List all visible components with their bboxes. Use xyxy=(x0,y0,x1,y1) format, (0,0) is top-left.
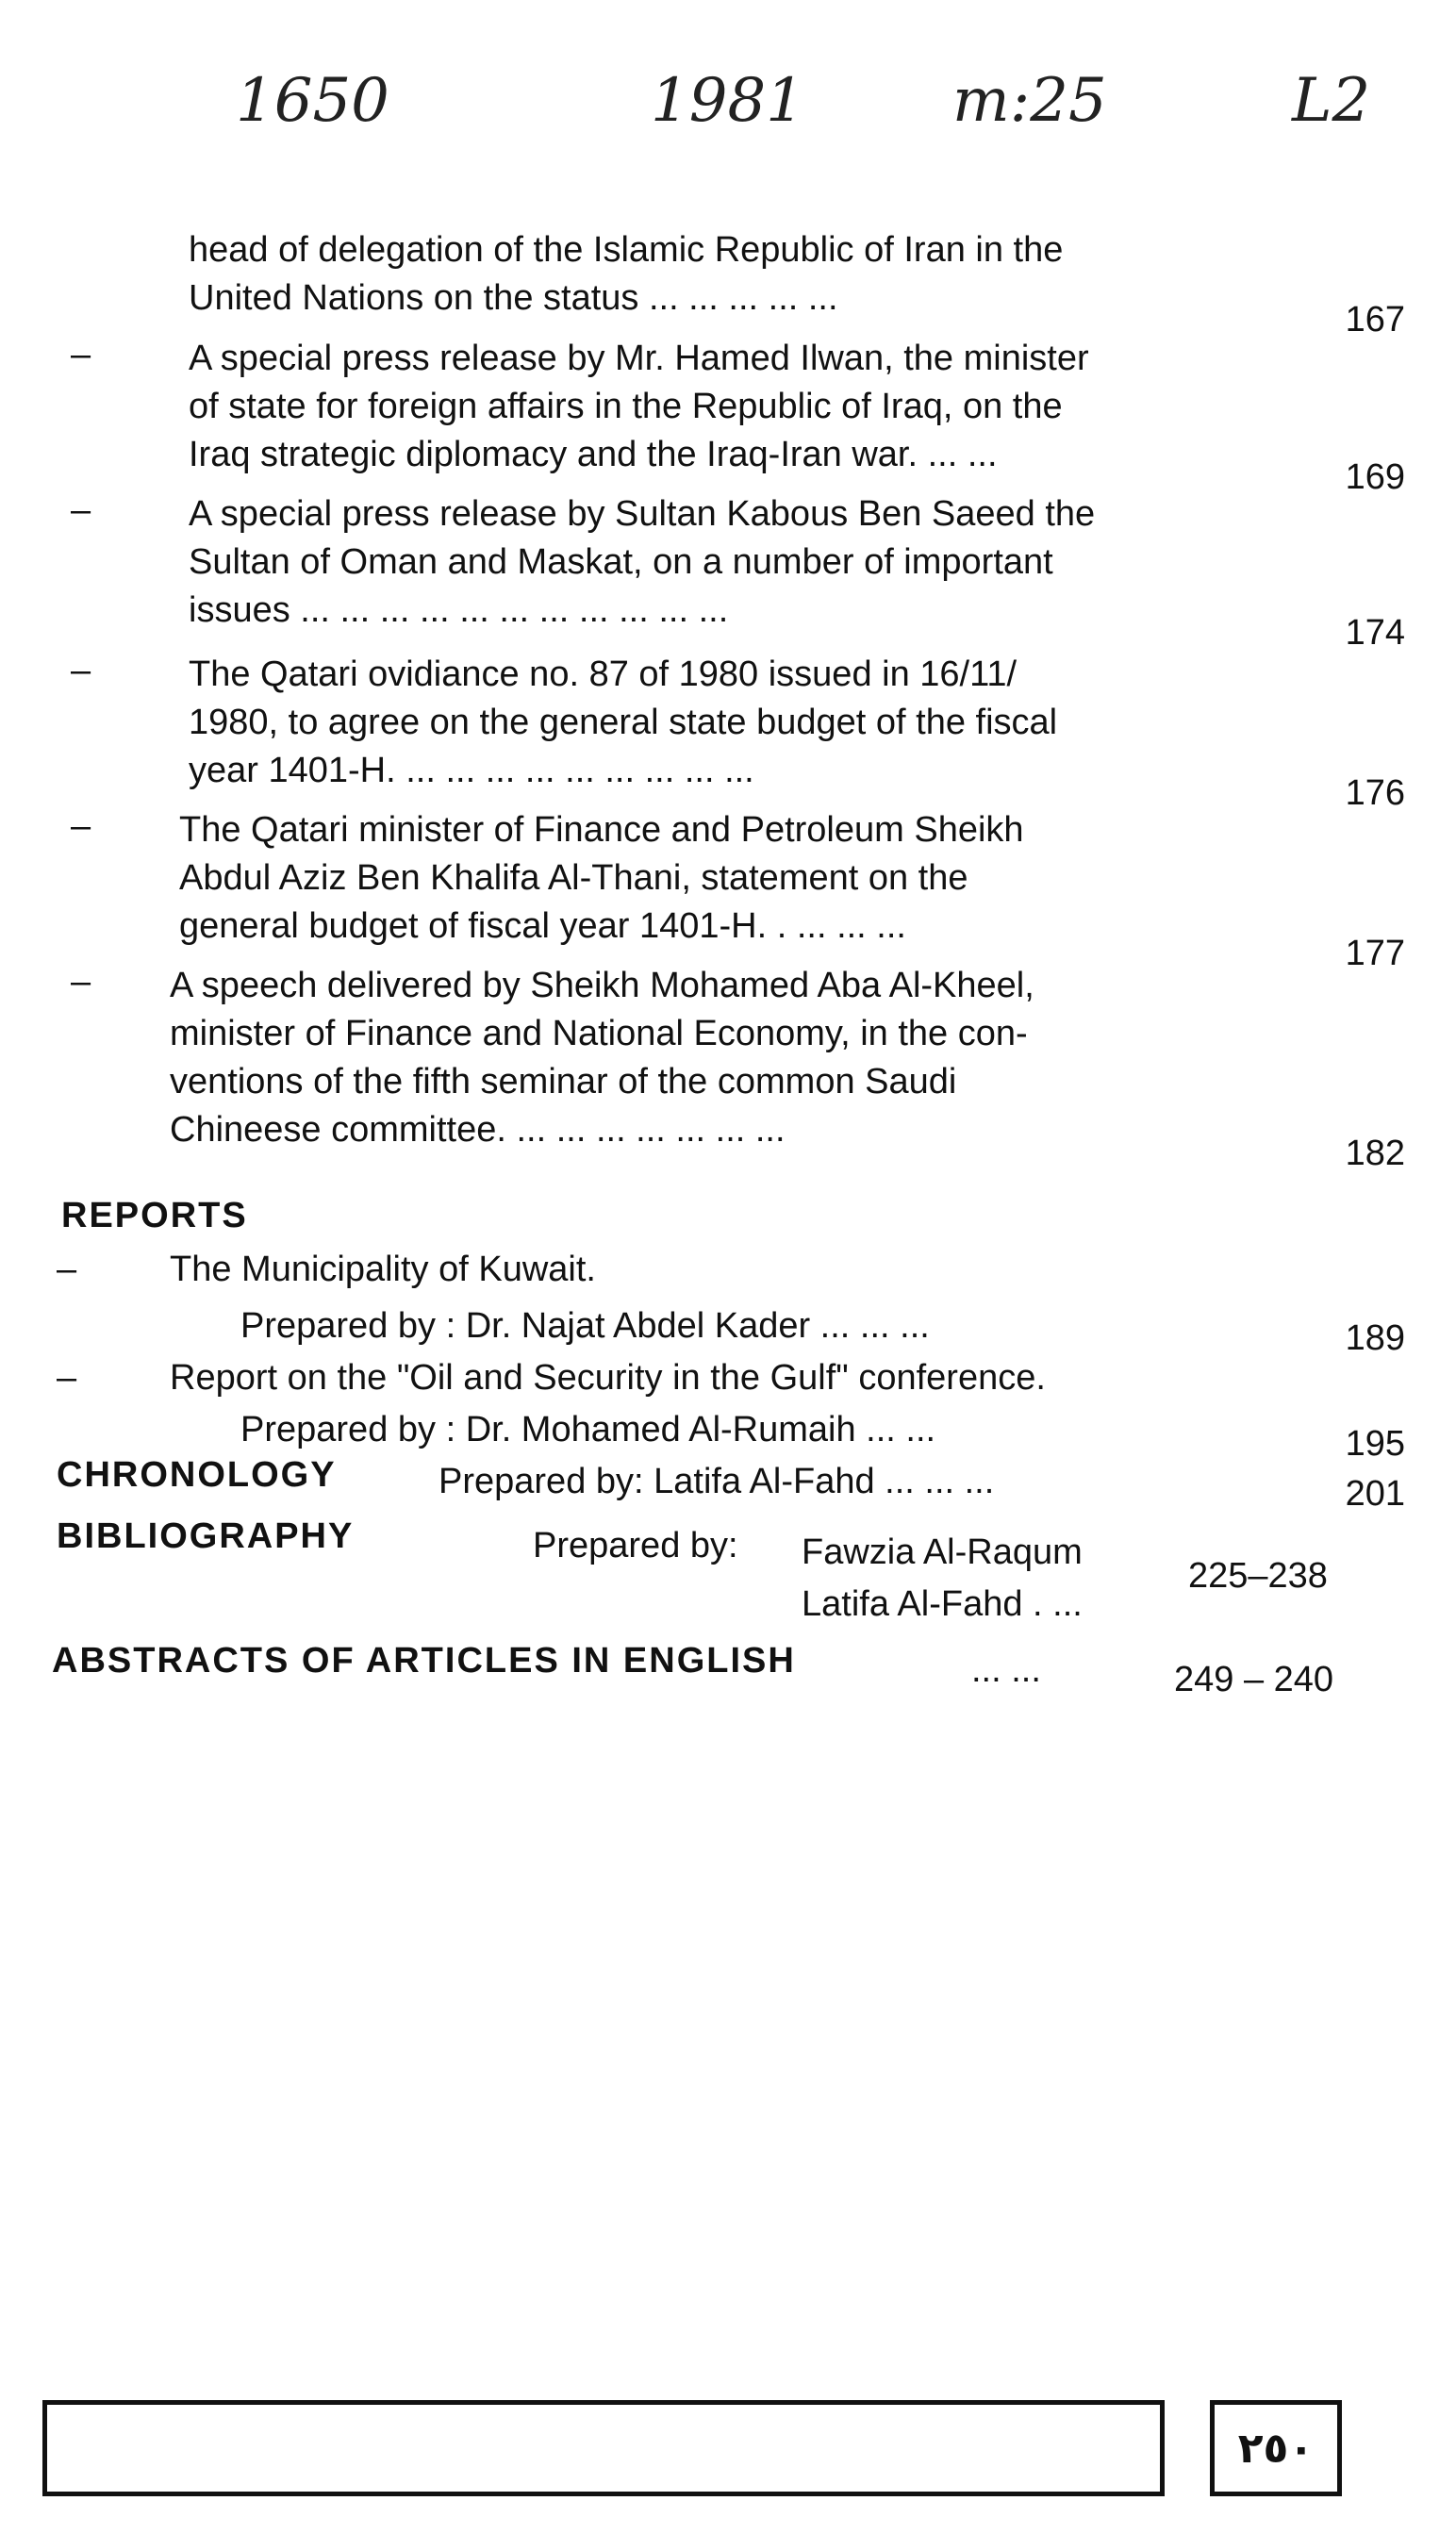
section-heading-bibliography: BIBLIOGRAPHY xyxy=(57,1516,355,1556)
entry-line: The Qatari ovidiance no. 87 of 1980 issued in 16/11/ xyxy=(189,654,1018,694)
footer-empty-box xyxy=(42,2400,1165,2496)
handwritten-note: 1981 xyxy=(651,66,804,136)
handwritten-note: m:25 xyxy=(952,66,1107,136)
page-number: 195 xyxy=(1345,1424,1405,1464)
bibliography-author: Latifa Al-Fahd . ... xyxy=(802,1584,1083,1624)
entry-text xyxy=(189,226,1254,323)
entry-line: A speech delivered by Sheikh Mohamed Aba Al-Kheel, xyxy=(170,966,1034,1005)
entry-line: 1980, to agree on the general state budget of the fiscal xyxy=(189,703,1058,742)
entry-dash: – xyxy=(71,651,91,690)
section-heading-abstracts: ABSTRACTS OF ARTICLES IN ENGLISH xyxy=(52,1641,796,1681)
report-title: The Municipality of Kuwait. xyxy=(170,1250,596,1289)
report-prepared-by: Prepared by : Dr. Najat Abdel Kader ... ... ... xyxy=(240,1306,930,1346)
bibliography-prepared-label: Prepared by: xyxy=(533,1526,738,1565)
page-number: 176 xyxy=(1345,773,1405,813)
bibliography-author: Fawzia Al-Raqum xyxy=(802,1532,1083,1572)
entry-text xyxy=(170,962,1235,1154)
page-number: 169 xyxy=(1345,457,1405,497)
entry-line: minister of Finance and National Economy, in the con- xyxy=(170,1014,1028,1053)
entry-line: A special press release by Sultan Kabous Ben Saeed the xyxy=(189,494,1096,534)
entry-dash: – xyxy=(71,806,91,846)
page-range: 249 – 240 xyxy=(1174,1660,1334,1699)
entry-line: head of delegation of the Islamic Republic of Iran in the xyxy=(189,230,1064,270)
entry-line: Iraq strategic diplomacy and the Iraq-Iran war. ... ... xyxy=(189,435,998,474)
page-number: 167 xyxy=(1345,300,1405,340)
entry-line: The Qatari minister of Finance and Petroleum Sheikh xyxy=(179,810,1024,850)
entry-dash: – xyxy=(71,490,91,530)
report-title: Report on the "Oil and Security in the Gulf" conference. xyxy=(170,1358,1046,1398)
footer-page-number: ٢٥٠ xyxy=(1210,2400,1342,2496)
leader-dots: ... ... xyxy=(971,1650,1041,1690)
entry-line: year 1401-H. ... ... ... ... ... ... ... ... ... xyxy=(189,751,754,790)
section-heading-chronology: CHRONOLOGY xyxy=(57,1455,337,1495)
section-heading-reports: REPORTS xyxy=(61,1196,248,1235)
page-number: 189 xyxy=(1345,1318,1405,1358)
handwritten-note: L2 xyxy=(1292,66,1371,136)
entry-line: Sultan of Oman and Maskat, on a number of important xyxy=(189,542,1053,582)
report-prepared-by: Prepared by : Dr. Mohamed Al-Rumaih ... ... xyxy=(240,1410,936,1449)
entry-text xyxy=(189,335,1254,479)
entry-line: ventions of the fifth seminar of the common Saudi xyxy=(170,1062,957,1101)
entry-line: United Nations on the status ... ... ... ... ... xyxy=(189,278,838,318)
entry-line: of state for foreign affairs in the Republic of Iraq, on the xyxy=(189,387,1063,426)
entry-dash: – xyxy=(57,1250,77,1289)
entry-dash: – xyxy=(57,1358,77,1398)
chronology-prepared-by: Prepared by: Latifa Al-Fahd ... ... ... xyxy=(438,1462,995,1501)
page-number: 174 xyxy=(1345,613,1405,653)
entry-line: Abdul Aziz Ben Khalifa Al-Thani, statement on the xyxy=(179,858,968,898)
page-number: 201 xyxy=(1345,1474,1405,1514)
entry-line: issues ... ... ... ... ... ... ... ... ... ... ... xyxy=(189,590,729,630)
entry-line: A special press release by Mr. Hamed Ilwan, the minister xyxy=(189,339,1089,378)
handwritten-note: 1650 xyxy=(236,66,389,136)
entry-dash: – xyxy=(71,335,91,374)
entry-text xyxy=(189,490,1254,635)
entry-text xyxy=(189,651,1254,795)
entry-text xyxy=(179,806,1245,951)
entry-dash: – xyxy=(71,962,91,1002)
page-number: 182 xyxy=(1345,1134,1405,1173)
page-number: 177 xyxy=(1345,934,1405,973)
entry-line: general budget of fiscal year 1401-H. . ... ... ... xyxy=(179,906,906,946)
page-range: 225–238 xyxy=(1188,1556,1328,1596)
entry-line: Chineese committee. ... ... ... ... ... ... ... xyxy=(170,1110,786,1150)
